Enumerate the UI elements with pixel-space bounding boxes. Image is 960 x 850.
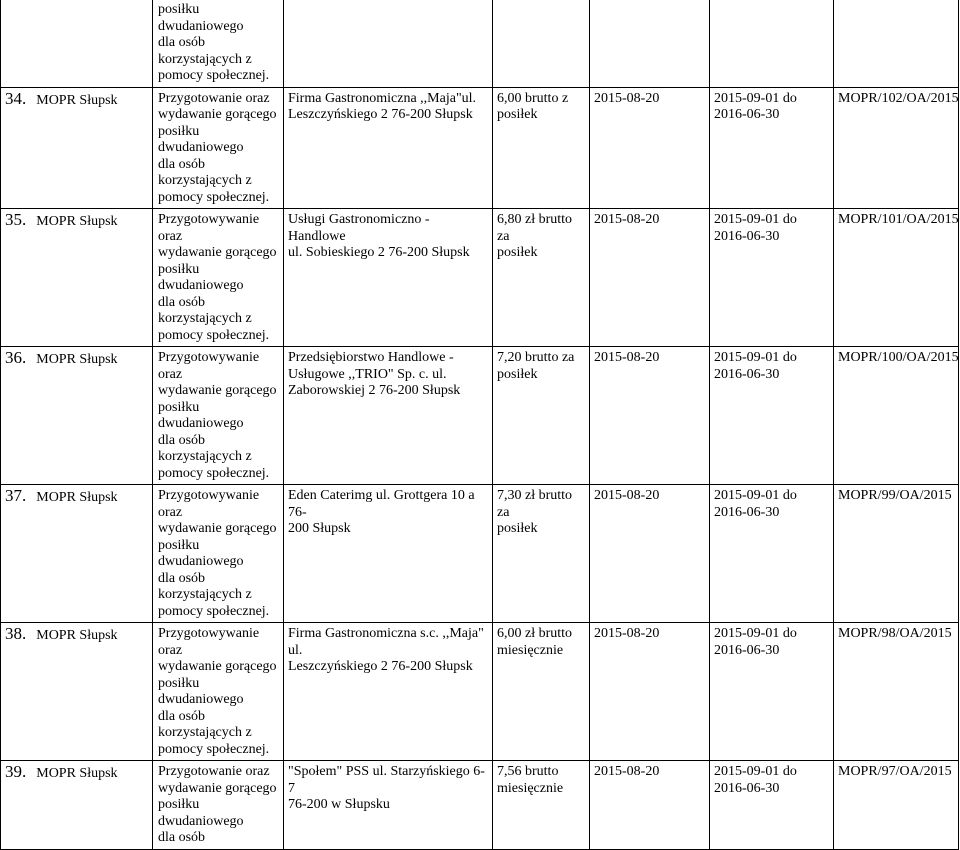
row-number: 37. — [5, 486, 27, 505]
row-number: 35. — [5, 210, 27, 229]
table-row — [1, 485, 959, 623]
row-description: Przygotowanie oraz wydawanie gorącego posiłku dwudaniowego dla osób — [153, 761, 284, 850]
fragment-description-cell: posiłku dwudaniowego dla osób korzystających z pomocy społecznej. — [153, 0, 284, 87]
row-price: 6,00 zł brutto miesięcznie — [493, 623, 590, 761]
row-date: 2015-08-20 — [590, 623, 710, 761]
fragment-number-cell — [1, 0, 153, 87]
row-date: 2015-08-20 — [590, 209, 710, 347]
row-number-org-cell — [1, 761, 153, 850]
row-period: 2015-09-01 do 2016-06-30 — [710, 485, 834, 623]
row-reference: MOPR/100/OA/2015 — [834, 347, 959, 485]
row-period: 2015-09-01 do 2016-06-30 — [710, 347, 834, 485]
row-period: 2015-09-01 do 2016-06-30 — [710, 623, 834, 761]
row-reference: MOPR/101/OA/2015 — [834, 209, 959, 347]
row-number-org-cell — [1, 623, 153, 761]
row-description: Przygotowanie oraz wydawanie gorącego posiłku dwudaniowego dla osób korzystających z pomocy społecznej. — [153, 87, 284, 209]
contracts-table-body — [1, 0, 959, 849]
row-date: 2015-08-20 — [590, 87, 710, 209]
row-number-org-cell — [1, 209, 153, 347]
row-date: 2015-08-20 — [590, 761, 710, 850]
row-period: 2015-09-01 do 2016-06-30 — [710, 209, 834, 347]
row-org: MOPR Słupsk — [36, 214, 118, 229]
row-number-org-cell — [1, 347, 153, 485]
row-description: Przygotowywanie oraz wydawanie gorącego posiłku dwudaniowego dla osób korzystających z pomocy społecznej. — [153, 209, 284, 347]
row-org: MOPR Słupsk — [36, 352, 118, 367]
row-reference: MOPR/102/OA/2015 — [834, 87, 959, 209]
row-org: MOPR Słupsk — [36, 490, 118, 505]
row-org: MOPR Słupsk — [36, 766, 118, 781]
row-contractor: Usługi Gastronomiczno - Handlowe ul. Sobieskiego 2 76-200 Słupsk — [284, 209, 493, 347]
row-number-org-cell — [1, 485, 153, 623]
table-row — [1, 347, 959, 485]
table-row — [1, 209, 959, 347]
row-reference: MOPR/97/OA/2015 — [834, 761, 959, 850]
row-date: 2015-08-20 — [590, 485, 710, 623]
table-row — [1, 87, 959, 209]
row-price: 6,80 zł brutto za posiłek — [493, 209, 590, 347]
row-number: 38. — [5, 624, 27, 643]
row-contractor: Przedsiębiorstwo Handlowe - Usługowe ,,TRIO" Sp. c. ul. Zaborowskiej 2 76-200 Słupsk — [284, 347, 493, 485]
row-contractor: Firma Gastronomiczna ,,Maja"ul. Leszczyńskiego 2 76-200 Słupsk — [284, 87, 493, 209]
table-row — [1, 761, 959, 850]
row-period: 2015-09-01 do 2016-06-30 — [710, 87, 834, 209]
row-description: Przygotowywanie oraz wydawanie gorącego posiłku dwudaniowego dla osób korzystających z pomocy społecznej. — [153, 623, 284, 761]
row-number: 39. — [5, 762, 27, 781]
table-row-fragment — [1, 0, 959, 87]
row-description: Przygotowywanie oraz wydawanie gorącego posiłku dwudaniowego dla osób korzystających z pomocy społecznej. — [153, 485, 284, 623]
row-number: 34. — [5, 88, 27, 108]
row-price: 7,30 zł brutto za posiłek — [493, 485, 590, 623]
row-number-org-cell — [1, 87, 153, 209]
row-contractor: Firma Gastronomiczna s.c. ,,Maja" ul. Leszczyńskiego 2 76-200 Słupsk — [284, 623, 493, 761]
row-contractor: Eden Caterimg ul. Grottgera 10 a 76- 200 Słupsk — [284, 485, 493, 623]
row-description: Przygotowywanie oraz wydawanie gorącego posiłku dwudaniowego dla osób korzystających z pomocy społecznej. — [153, 347, 284, 485]
row-price: 7,20 brutto za posiłek — [493, 347, 590, 485]
row-org: MOPR Słupsk — [36, 92, 118, 108]
row-reference: MOPR/99/OA/2015 — [834, 485, 959, 623]
row-reference: MOPR/98/OA/2015 — [834, 623, 959, 761]
row-price: 7,56 brutto miesięcznie — [493, 761, 590, 850]
row-date: 2015-08-20 — [590, 347, 710, 485]
row-org: MOPR Słupsk — [36, 628, 118, 643]
row-contractor: "Społem" PSS ul. Starzyńskiego 6-7 76-200 w Słupsku — [284, 761, 493, 850]
row-period: 2015-09-01 do 2016-06-30 — [710, 761, 834, 850]
table-row — [1, 623, 959, 761]
row-price: 6,00 brutto z posiłek — [493, 87, 590, 209]
row-number: 36. — [5, 348, 27, 367]
